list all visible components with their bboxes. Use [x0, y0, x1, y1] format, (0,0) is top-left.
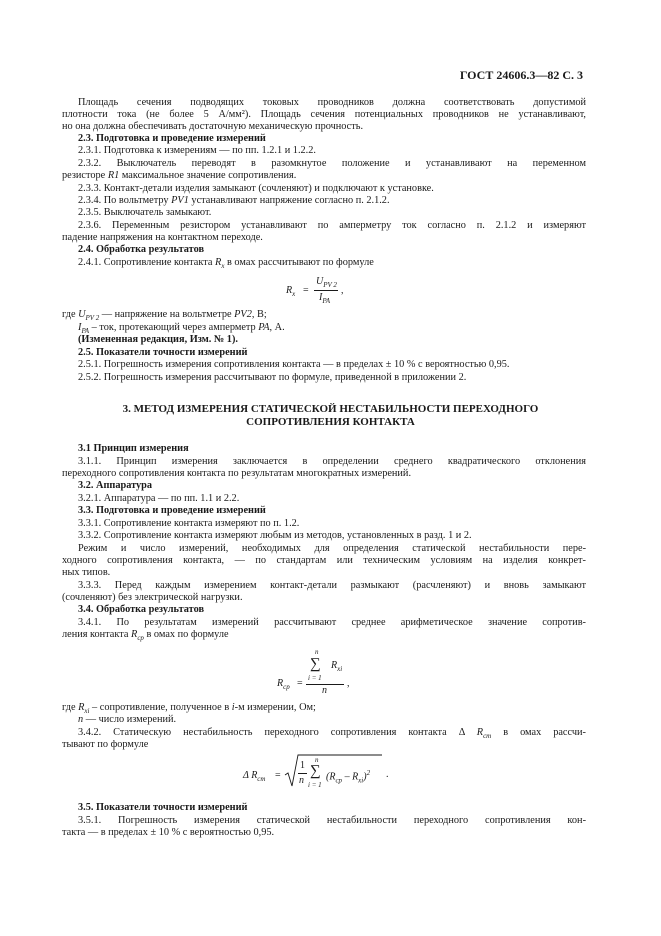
where-line-1: где $U_{PV 2}$ — напряжение на вольтметре PV2, В;: [62, 309, 267, 323]
formula-lhs: Δ $R_{ст}$: [243, 770, 266, 783]
paragraph-line: ных типов.: [62, 567, 111, 578]
sqrt-frac-denominator: n: [299, 775, 304, 786]
paragraph-line: Режим и число измерений, необходимых для определения статической нестабильности пере-: [78, 543, 586, 554]
where-line-4: n — число измерений.: [78, 714, 177, 725]
item-3-4-2-cont: тывают по формуле: [62, 739, 149, 750]
section-heading-3-2: 3.2. Аппаратура: [78, 480, 153, 491]
sum-lower-limit: i = 1: [308, 781, 322, 789]
where-line-2: $I_{PA}$ – ток, протекающий через амперметр PA, А.: [78, 322, 285, 336]
section-heading-3-3: 3.3. Подготовка и проведение измерений: [78, 505, 266, 516]
formula-denominator: n: [322, 685, 327, 696]
item-3-5-1: 3.5.1. Погрешность измерения статической нестабильности переходного сопротивления кон-: [78, 815, 586, 826]
item-2-4-1: 2.4.1. Сопротивление контакта $R_x$ в омах рассчитывают по формуле: [78, 257, 374, 271]
item-3-3-2: 3.3.2. Сопротивление контакта измеряют любым из методов, установленных в разд. 1 и 2.: [78, 530, 472, 541]
item-2-3-5: 2.3.5. Выключатель замыкают.: [78, 207, 212, 218]
formula-lhs: $R_{ср}$: [277, 678, 290, 691]
sum-symbol: ∑: [310, 763, 321, 779]
item-3-3-1: 3.3.1. Сопротивление контакта измеряют по п. 1.2.: [78, 518, 300, 529]
paragraph-line: Площадь сечения подводящих токовых проводников должна соответствовать допустимой: [78, 97, 586, 108]
section-heading-2-3: 2.3. Подготовка и проведение измерений: [78, 133, 266, 144]
section-heading-2-4: 2.4. Обработка результатов: [78, 244, 205, 255]
formula-eq: =: [275, 770, 281, 781]
sum-upper-limit: n: [315, 756, 319, 764]
fraction-bar: [298, 773, 307, 774]
formula-eq: =: [297, 678, 303, 689]
item-2-3-2: 2.3.2. Выключатель переводят в разомкнутое положение и устанавливают на переменном: [78, 158, 586, 169]
item-3-3-3: 3.3.3. Перед каждым измерением контакт-детали размыкают (расчленяют) и вновь замыкают: [78, 580, 586, 591]
formula-comma: ,: [341, 285, 344, 296]
item-2-3-4: 2.3.4. По вольтметру PV1 устанавливают напряжение согласно п. 2.1.2.: [78, 195, 390, 206]
edit-note: (Измененная редакция, Изм. № 1).: [78, 334, 238, 345]
section-heading-3-4: 3.4. Обработка результатов: [78, 604, 205, 615]
sum-upper-limit: n: [315, 648, 319, 656]
formula-comma: ,: [347, 678, 350, 689]
item-3-1-1-cont: переходного сопротивления контакта по результатам многократных измерений.: [62, 468, 412, 479]
section-heading-2-5: 2.5. Показатели точности измерений: [78, 347, 248, 358]
section-3-title-line-1: 3. МЕТОД ИЗМЕРЕНИЯ СТАТИЧЕСКОЙ НЕСТАБИЛЬНОСТИ ПЕРЕХОДНОГО: [122, 403, 539, 415]
item-3-2-1: 3.2.1. Аппаратура — по пп. 1.1 и 2.2.: [78, 493, 240, 504]
item-3-4-1: 3.4.1. По результатам измерений рассчитывают среднее арифметическое значение сопротив-: [78, 617, 586, 628]
sum-lower-limit: i = 1: [308, 674, 322, 682]
item-3-3-3-cont: (сочленяют) без электрической нагрузки.: [62, 592, 243, 603]
item-3-4-1-cont: ления контакта $R_{ср}$ в омах по формуле: [62, 629, 229, 643]
item-2-3-6-cont: падение напряжения на контактном переходе.: [62, 232, 263, 243]
item-3-4-2: 3.4.2. Статическую нестабильность переходного сопротивления контакта Δ $R_{ст}$ в омах рассчи-: [78, 727, 586, 741]
paragraph-line: плотности тока (не более 5 А/мм²). Площадь сечения потенциальных проводников не устанавливают,: [62, 109, 586, 120]
formula-numerator: $U_{PV 2}$: [316, 276, 337, 289]
sqrt-frac-numerator: 1: [300, 760, 305, 771]
formula-lhs: $R_x$: [286, 285, 296, 298]
formula-eq: =: [303, 285, 309, 296]
item-3-5-1-cont: такта — в пределах ± 10 % с вероятностью 0,95.: [62, 827, 275, 838]
paragraph-line: но она должна обеспечивать достаточную механическую прочность.: [62, 121, 364, 132]
page-header: ГОСТ 24606.3—82 С. 3: [459, 68, 583, 82]
section-heading-3-5: 3.5. Показатели точности измерений: [78, 802, 248, 813]
formula-denominator: $I_{PA}$: [319, 292, 330, 305]
item-2-3-1: 2.3.1. Подготовка к измерениям — по пп. 1.2.1 и 1.2.2.: [78, 145, 316, 156]
where-line-3: где $R_{xi}$ – сопротивление, полученное в i-м измерении, Ом;: [62, 702, 316, 716]
sum-term: $R_{xi}$: [331, 660, 343, 673]
formula-period: .: [386, 769, 389, 780]
item-2-5-1: 2.5.1. Погрешность измерения сопротивления контакта — в пределах ± 10 % с вероятностью 0,95.: [78, 359, 510, 370]
item-2-3-2-cont: резисторе R1 максимальное значение сопротивления.: [62, 170, 297, 181]
fraction-bar: [314, 290, 338, 291]
item-3-1-1: 3.1.1. Принцип измерения заключается в определении среднего квадратического отклонения: [78, 456, 586, 467]
item-2-3-6: 2.3.6. Переменным резистором устанавливают по амперметру ток согласно п. 2.1.2 и измеряют: [78, 220, 586, 231]
sum-symbol: ∑: [310, 656, 321, 672]
sum-term: $(R_{ср} - R_{xi})^2$: [326, 769, 371, 785]
item-2-5-2: 2.5.2. Погрешность измерения рассчитывают по формуле, приведенной в приложении 2.: [78, 372, 467, 383]
section-3-title-line-2: СОПРОТИВЛЕНИЯ КОНТАКТА: [246, 416, 415, 428]
section-heading-3-1: 3.1 Принцип измерения: [78, 443, 189, 454]
paragraph-line: ходного сопротивления контакта, — по стандартам или техническим условиям на изделия конкрет-: [62, 555, 586, 566]
item-2-3-3: 2.3.3. Контакт-детали изделия замыкают (сочленяют) и подключают к установке.: [78, 183, 434, 194]
